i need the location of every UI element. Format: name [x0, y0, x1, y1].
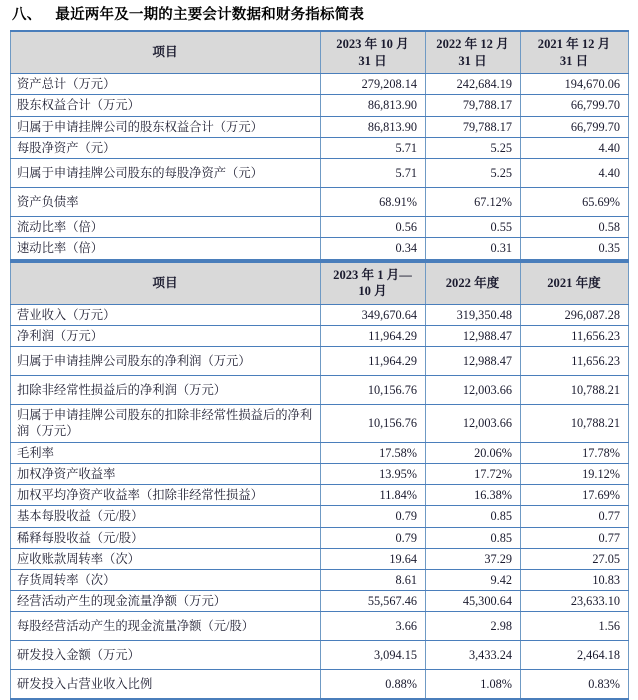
- row-value-3: 10,788.21: [521, 405, 629, 442]
- row-value-2: 67.12%: [426, 188, 521, 217]
- row-value-2: 5.25: [426, 137, 521, 158]
- row-value-1: 0.88%: [321, 670, 426, 700]
- row-value-1: 11.84%: [321, 485, 426, 506]
- section-title-text: 最近两年及一期的主要会计数据和财务指标简表: [55, 7, 365, 23]
- row-label: 归属于申请挂牌公司股东的净利润（万元）: [11, 347, 321, 376]
- row-value-1: 3,094.15: [321, 641, 426, 670]
- row-value-3: 1.56: [521, 612, 629, 641]
- table-row: [11, 527, 629, 548]
- table-row: [11, 591, 629, 612]
- table-row: [11, 116, 629, 137]
- row-value-3: 4.40: [521, 159, 629, 188]
- row-value-2: 0.85: [426, 527, 521, 548]
- row-value-3: 194,670.06: [521, 74, 629, 95]
- row-label: 资产总计（万元）: [11, 74, 321, 95]
- table-row: [11, 238, 629, 260]
- row-value-3: 66,799.70: [521, 116, 629, 137]
- row-value-1: 0.34: [321, 238, 426, 260]
- row-value-1: 0.79: [321, 527, 426, 548]
- row-value-1: 68.91%: [321, 188, 426, 217]
- balance-sheet-table: [10, 30, 629, 261]
- table-row: [11, 217, 629, 238]
- row-value-1: 55,567.46: [321, 591, 426, 612]
- table-row: [11, 347, 629, 376]
- table-row: [11, 569, 629, 590]
- row-value-1: 10,156.76: [321, 376, 426, 405]
- row-value-1: 86,813.90: [321, 95, 426, 116]
- row-value-1: 3.66: [321, 612, 426, 641]
- row-value-3: 296,087.28: [521, 304, 629, 325]
- row-label: 应收账款周转率（次）: [11, 548, 321, 569]
- row-value-2: 1.08%: [426, 670, 521, 700]
- row-value-1: 10,156.76: [321, 405, 426, 442]
- row-label: 资产负债率: [11, 188, 321, 217]
- row-value-2: 17.72%: [426, 463, 521, 484]
- table-row: [11, 485, 629, 506]
- row-value-2: 9.42: [426, 569, 521, 590]
- financial-tables-container: [10, 30, 628, 700]
- row-value-1: 19.64: [321, 548, 426, 569]
- row-value-1: 11,964.29: [321, 325, 426, 346]
- column-header-period-3: 2021 年 12 月 31 日: [521, 31, 629, 74]
- row-value-3: 2,464.18: [521, 641, 629, 670]
- row-label: 归属于申请挂牌公司股东的扣除非经常性损益后的净利润（万元）: [11, 405, 321, 442]
- row-label: 毛利率: [11, 442, 321, 463]
- table-row: [11, 188, 629, 217]
- row-value-3: 0.58: [521, 217, 629, 238]
- row-value-3: 0.77: [521, 527, 629, 548]
- table-row: [11, 612, 629, 641]
- table-row: [11, 159, 629, 188]
- row-value-1: 0.79: [321, 506, 426, 527]
- income-statement-table-head: [11, 262, 629, 305]
- row-value-3: 17.69%: [521, 485, 629, 506]
- row-value-2: 16.38%: [426, 485, 521, 506]
- table-row: [11, 74, 629, 95]
- column-header-item: 项目: [11, 262, 321, 305]
- row-value-3: 0.77: [521, 506, 629, 527]
- row-value-2: 12,003.66: [426, 405, 521, 442]
- row-value-3: 19.12%: [521, 463, 629, 484]
- row-value-3: 10.83: [521, 569, 629, 590]
- row-value-1: 17.58%: [321, 442, 426, 463]
- row-value-1: 279,208.14: [321, 74, 426, 95]
- row-label: 扣除非经常性损益后的净利润（万元）: [11, 376, 321, 405]
- row-value-3: 27.05: [521, 548, 629, 569]
- row-value-3: 0.35: [521, 238, 629, 260]
- row-value-2: 2.98: [426, 612, 521, 641]
- income-statement-table: [10, 261, 629, 700]
- row-value-1: 0.56: [321, 217, 426, 238]
- row-value-2: 0.55: [426, 217, 521, 238]
- row-value-3: 11,656.23: [521, 347, 629, 376]
- row-label: 每股净资产（元）: [11, 137, 321, 158]
- section-number: 八、: [12, 7, 42, 23]
- row-value-2: 20.06%: [426, 442, 521, 463]
- table-row: [11, 641, 629, 670]
- balance-sheet-table-body: [11, 74, 629, 260]
- row-value-3: 65.69%: [521, 188, 629, 217]
- table-header-row: [11, 262, 629, 305]
- column-header-period-3: 2021 年度: [521, 262, 629, 305]
- table-row: [11, 137, 629, 158]
- row-label: 存货周转率（次）: [11, 569, 321, 590]
- row-value-3: 23,633.10: [521, 591, 629, 612]
- row-label: 研发投入金额（万元）: [11, 641, 321, 670]
- row-value-3: 10,788.21: [521, 376, 629, 405]
- row-label: 加权平均净资产收益率（扣除非经常性损益）: [11, 485, 321, 506]
- row-value-1: 5.71: [321, 159, 426, 188]
- row-value-2: 242,684.19: [426, 74, 521, 95]
- table-row: [11, 405, 629, 442]
- table-row: [11, 325, 629, 346]
- row-label: 速动比率（倍）: [11, 238, 321, 260]
- row-label: 经营活动产生的现金流量净额（万元）: [11, 591, 321, 612]
- column-header-period-2: 2022 年 12 月 31 日: [426, 31, 521, 74]
- balance-sheet-table-head: [11, 31, 629, 74]
- row-value-2: 12,003.66: [426, 376, 521, 405]
- row-value-1: 86,813.90: [321, 116, 426, 137]
- table-row: [11, 670, 629, 700]
- table-row: [11, 376, 629, 405]
- row-label: 加权净资产收益率: [11, 463, 321, 484]
- row-label: 每股经营活动产生的现金流量净额（元/股）: [11, 612, 321, 641]
- table-row: [11, 304, 629, 325]
- row-value-3: 66,799.70: [521, 95, 629, 116]
- row-label: 流动比率（倍）: [11, 217, 321, 238]
- column-header-period-2: 2022 年度: [426, 262, 521, 305]
- row-label: 净利润（万元）: [11, 325, 321, 346]
- table-row: [11, 463, 629, 484]
- row-value-1: 13.95%: [321, 463, 426, 484]
- row-value-3: 11,656.23: [521, 325, 629, 346]
- row-value-2: 79,788.17: [426, 95, 521, 116]
- column-header-item: 项目: [11, 31, 321, 74]
- row-value-3: 4.40: [521, 137, 629, 158]
- column-header-period-1: 2023 年 10 月 31 日: [321, 31, 426, 74]
- row-label: 归属于申请挂牌公司股东的每股净资产（元）: [11, 159, 321, 188]
- row-value-2: 0.85: [426, 506, 521, 527]
- row-value-2: 12,988.47: [426, 347, 521, 376]
- row-label: 研发投入占营业收入比例: [11, 670, 321, 700]
- table-row: [11, 506, 629, 527]
- row-label: 归属于申请挂牌公司的股东权益合计（万元）: [11, 116, 321, 137]
- row-value-2: 5.25: [426, 159, 521, 188]
- income-statement-table-body: [11, 304, 629, 699]
- row-value-2: 79,788.17: [426, 116, 521, 137]
- row-value-1: 8.61: [321, 569, 426, 590]
- row-value-2: 12,988.47: [426, 325, 521, 346]
- row-label: 基本每股收益（元/股）: [11, 506, 321, 527]
- row-value-2: 45,300.64: [426, 591, 521, 612]
- row-label: 股东权益合计（万元）: [11, 95, 321, 116]
- row-value-3: 17.78%: [521, 442, 629, 463]
- row-label: 稀释每股收益（元/股）: [11, 527, 321, 548]
- table-row: [11, 442, 629, 463]
- row-value-2: 0.31: [426, 238, 521, 260]
- table-row: [11, 548, 629, 569]
- row-value-1: 5.71: [321, 137, 426, 158]
- row-value-2: 319,350.48: [426, 304, 521, 325]
- column-header-period-1: 2023 年 1 月— 10 月: [321, 262, 426, 305]
- section-heading: [12, 3, 364, 24]
- row-value-2: 37.29: [426, 548, 521, 569]
- row-label: 营业收入（万元）: [11, 304, 321, 325]
- table-row: [11, 95, 629, 116]
- row-value-2: 3,433.24: [426, 641, 521, 670]
- row-value-1: 349,670.64: [321, 304, 426, 325]
- row-value-3: 0.83%: [521, 670, 629, 700]
- table-header-row: [11, 31, 629, 74]
- row-value-1: 11,964.29: [321, 347, 426, 376]
